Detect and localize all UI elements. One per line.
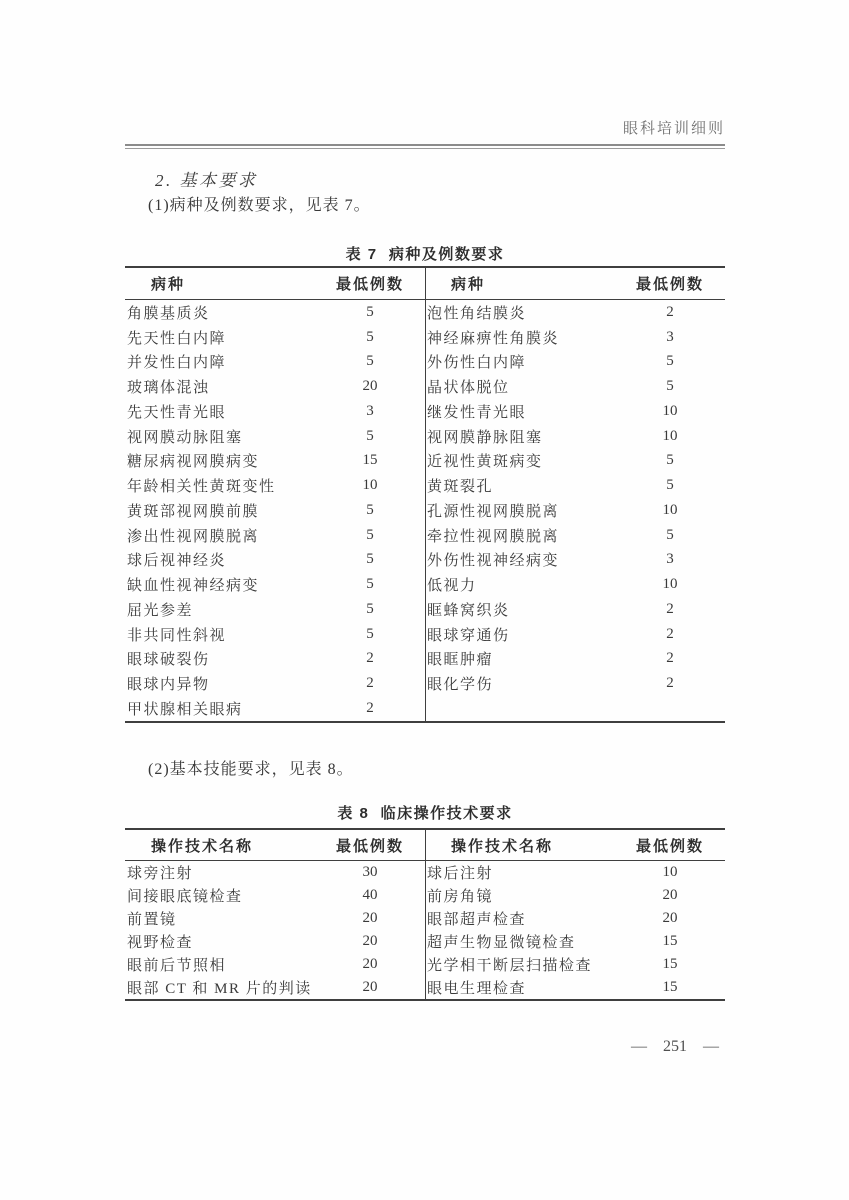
row-label: 前置镜	[127, 912, 177, 928]
row-min-cases: 5	[366, 576, 374, 593]
row-label: 光学相干断层扫描检查	[427, 958, 593, 974]
table-row	[125, 597, 425, 622]
row-label: 渗出性视网膜脱离	[127, 528, 260, 545]
table-row	[425, 350, 725, 375]
table-row	[425, 884, 725, 907]
column-header-disease: 病种	[451, 276, 486, 293]
row-min-cases: 5	[666, 378, 674, 395]
row-min-cases: 5	[366, 551, 374, 568]
table-row	[425, 498, 725, 523]
row-min-cases: 2	[666, 600, 674, 617]
row-label: 近视性黄斑病变	[427, 454, 543, 471]
row-label: 眼球穿通伤	[427, 627, 510, 644]
row-min-cases: 20	[662, 910, 678, 926]
row-label: 并发性白内障	[127, 355, 227, 372]
page-number: — 251 —	[631, 1038, 719, 1055]
table7-header-left	[125, 268, 425, 299]
table-row	[125, 424, 425, 449]
table-row	[425, 449, 725, 474]
table-row	[425, 976, 725, 999]
table-row	[425, 622, 725, 647]
row-min-cases: 2	[666, 625, 674, 642]
row-min-cases: 10	[662, 864, 678, 880]
row-min-cases: 2	[366, 650, 374, 667]
row-label: 超声生物显微镜检查	[427, 935, 576, 951]
row-min-cases: 3	[366, 402, 374, 419]
table-row	[125, 374, 425, 399]
table-row	[125, 399, 425, 424]
row-label: 神经麻痹性角膜炎	[427, 330, 560, 347]
table-row	[125, 350, 425, 375]
table-row	[125, 953, 425, 976]
table-row	[425, 953, 725, 976]
row-label: 眼部 CT 和 MR 片的判读	[127, 981, 312, 997]
table-row	[425, 548, 725, 573]
table8-header-right	[425, 830, 725, 860]
row-label: 眼电生理检查	[427, 981, 527, 997]
row-min-cases: 5	[366, 600, 374, 617]
row-min-cases: 2	[666, 675, 674, 692]
table-row	[125, 548, 425, 573]
paragraph-table8-intro: (2)基本技能要求，见表 8。	[148, 761, 354, 778]
running-header: 眼科培训细则	[622, 121, 725, 137]
table-row	[125, 325, 425, 350]
row-min-cases: 30	[362, 864, 378, 880]
row-label: 非共同性斜视	[127, 627, 227, 644]
table-row	[425, 424, 725, 449]
row-label: 外伤性白内障	[427, 355, 527, 372]
table-row	[425, 907, 725, 930]
table-row	[125, 861, 425, 884]
row-min-cases: 5	[366, 353, 374, 370]
row-min-cases: 20	[362, 910, 378, 926]
table7-center-divider	[425, 268, 426, 721]
row-label: 眼部超声检查	[427, 912, 527, 928]
row-min-cases: 20	[662, 887, 678, 903]
row-min-cases: 5	[666, 353, 674, 370]
row-label: 眼眶肿瘤	[427, 652, 494, 669]
column-header-technique: 操作技术名称	[451, 837, 554, 855]
row-min-cases: 2	[366, 675, 374, 692]
table-row	[425, 671, 725, 696]
table7-right-column	[425, 300, 725, 721]
row-min-cases: 10	[662, 427, 678, 444]
row-label: 视网膜动脉阻塞	[127, 429, 243, 446]
table-row	[425, 930, 725, 953]
table8-right-column	[425, 861, 725, 999]
row-label: 眼前后节照相	[127, 958, 227, 974]
row-label: 间接眼底镜检查	[127, 889, 243, 905]
table-row	[125, 473, 425, 498]
row-label: 晶状体脱位	[427, 380, 510, 397]
table-row	[425, 861, 725, 884]
table-row	[125, 930, 425, 953]
table8-title: 表 8 临床操作技术要求	[337, 805, 513, 822]
table-row	[125, 572, 425, 597]
row-label: 缺血性视神经病变	[127, 578, 260, 595]
row-min-cases: 2	[666, 650, 674, 667]
table-row	[125, 300, 425, 325]
table-row	[425, 597, 725, 622]
table-row	[125, 622, 425, 647]
row-label: 前房角镜	[427, 889, 494, 905]
row-label: 眶蜂窝织炎	[427, 602, 510, 619]
row-min-cases: 20	[362, 979, 378, 995]
row-label: 低视力	[427, 578, 477, 595]
table7-title: 表 7 病种及例数要求	[345, 246, 505, 263]
row-label: 继发性青光眼	[427, 404, 527, 421]
table-row	[425, 374, 725, 399]
row-min-cases: 15	[662, 979, 678, 995]
row-min-cases: 2	[366, 699, 374, 716]
row-min-cases: 5	[366, 501, 374, 518]
row-min-cases: 5	[366, 328, 374, 345]
table7-header-right	[425, 268, 725, 299]
row-min-cases: 15	[662, 933, 678, 949]
row-label: 外伤性视神经病变	[427, 553, 560, 570]
row-label: 牵拉性视网膜脱离	[427, 528, 560, 545]
row-label: 甲状腺相关眼病	[127, 701, 243, 718]
row-min-cases: 10	[362, 477, 378, 494]
header-rule	[125, 144, 725, 149]
row-label: 玻璃体混浊	[127, 380, 210, 397]
column-header-min-cases: 最低例数	[335, 276, 404, 293]
table8	[125, 828, 725, 1001]
row-label: 球后注射	[427, 866, 494, 882]
row-min-cases: 15	[362, 452, 378, 469]
table8-header-left	[125, 830, 425, 860]
table-row	[125, 671, 425, 696]
row-label: 球旁注射	[127, 866, 194, 882]
table8-left-column	[125, 861, 425, 999]
table-row	[125, 976, 425, 999]
section-heading: 2. 基本要求	[155, 171, 258, 190]
row-label: 角膜基质炎	[127, 305, 210, 322]
row-label: 眼球破裂伤	[127, 652, 210, 669]
column-header-min-cases: 最低例数	[335, 837, 404, 855]
table-row	[125, 884, 425, 907]
table-row	[125, 647, 425, 672]
row-min-cases: 5	[366, 427, 374, 444]
column-header-min-cases: 最低例数	[635, 837, 704, 855]
table-row	[125, 523, 425, 548]
table8-center-divider	[425, 830, 426, 999]
row-min-cases: 2	[666, 303, 674, 320]
table-row	[125, 498, 425, 523]
table-row	[125, 907, 425, 930]
row-min-cases: 5	[666, 452, 674, 469]
row-label: 眼球内异物	[127, 677, 210, 694]
table-row	[425, 523, 725, 548]
table7	[125, 266, 725, 723]
row-label: 孔源性视网膜脱离	[427, 503, 560, 520]
row-min-cases: 5	[666, 526, 674, 543]
row-label: 黄斑裂孔	[427, 479, 494, 496]
table-row	[425, 647, 725, 672]
table-row	[125, 449, 425, 474]
table-row	[425, 325, 725, 350]
row-label: 视野检查	[127, 935, 194, 951]
row-label: 视网膜静脉阻塞	[427, 429, 543, 446]
table-row	[425, 300, 725, 325]
row-label: 黄斑部视网膜前膜	[127, 503, 260, 520]
row-min-cases: 15	[662, 956, 678, 972]
row-min-cases: 5	[666, 477, 674, 494]
row-min-cases: 3	[666, 328, 674, 345]
row-label: 泡性角结膜炎	[427, 305, 527, 322]
row-label: 先天性青光眼	[127, 404, 227, 421]
row-min-cases: 10	[662, 402, 678, 419]
row-min-cases: 10	[662, 576, 678, 593]
row-min-cases: 20	[362, 378, 378, 395]
row-label: 糖尿病视网膜病变	[127, 454, 260, 471]
paragraph-table7-intro: (1)病种及例数要求，见表 7。	[148, 197, 371, 214]
table-row	[425, 473, 725, 498]
row-min-cases: 5	[366, 303, 374, 320]
table-row	[425, 572, 725, 597]
row-min-cases: 20	[362, 956, 378, 972]
row-label: 屈光参差	[127, 602, 194, 619]
row-label: 眼化学伤	[427, 677, 494, 694]
row-min-cases: 40	[362, 887, 378, 903]
row-label: 年龄相关性黄斑变性	[127, 479, 276, 496]
table-row	[125, 696, 425, 721]
column-header-technique: 操作技术名称	[151, 837, 254, 855]
row-min-cases: 5	[366, 526, 374, 543]
column-header-disease: 病种	[151, 276, 186, 293]
column-header-min-cases: 最低例数	[635, 276, 704, 293]
row-min-cases: 10	[662, 501, 678, 518]
row-min-cases: 5	[366, 625, 374, 642]
row-min-cases: 3	[666, 551, 674, 568]
row-min-cases: 20	[362, 933, 378, 949]
table7-left-column	[125, 300, 425, 721]
row-label: 先天性白内障	[127, 330, 227, 347]
table-row	[425, 399, 725, 424]
row-label: 球后视神经炎	[127, 553, 227, 570]
